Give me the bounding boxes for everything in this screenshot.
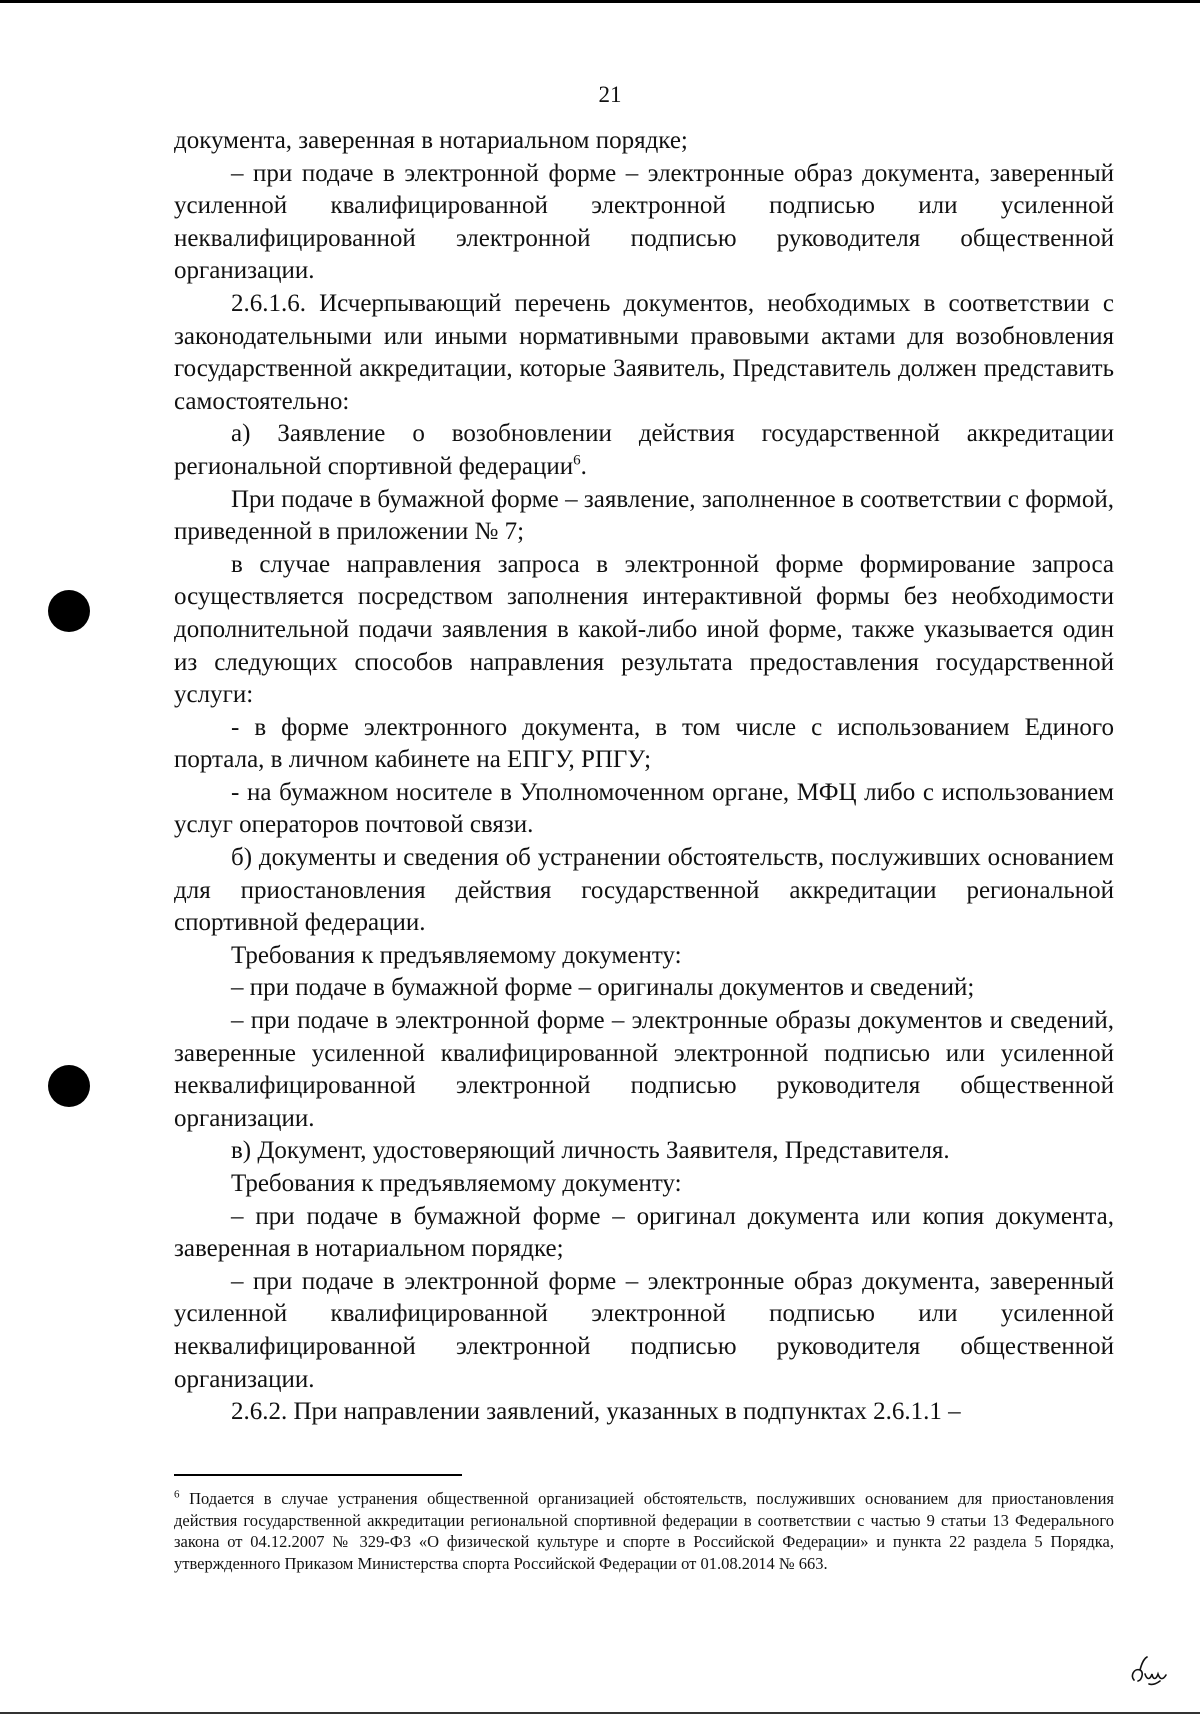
- paragraph-text: Требования к предъявляемому документу:: [231, 941, 682, 969]
- paragraph: [174, 484, 1114, 549]
- footnote-marker: 6: [174, 1488, 180, 1501]
- paragraph-text: При подаче в бумажной форме – заявление, заполненное в соответствии с формой, приведенной в приложении № 7;: [174, 485, 1114, 546]
- paragraph-text: Требования к предъявляемому документу:: [231, 1170, 682, 1197]
- page-number: 21: [598, 82, 622, 107]
- paragraph: [174, 288, 1114, 418]
- paragraph: [174, 972, 1114, 1005]
- paragraph: [174, 1396, 1114, 1429]
- footnote-separator: [174, 1474, 462, 1476]
- paragraph-text: в случае направления запроса в электронной форме формирование запроса осуществляется посредством заполнения интерактивной формы без необходимости дополнительной подачи заявления в какой-либо иной форме, также указывается один из следующих способов направления результата предоставления государственной услуги:: [174, 550, 1114, 709]
- paragraph-text: - на бумажном носителе в Уполномоченном органе, МФЦ либо с использованием услуг операторов почтовой связи.: [174, 778, 1114, 839]
- paragraph: [174, 1266, 1114, 1396]
- scan-top-edge: [0, 0, 1200, 3]
- paragraph-text: а) Заявление о возобновлении действия государственной аккредитации региональной спортивной федерации: [174, 420, 1114, 480]
- paragraph-text: б) документы и сведения об устранении обстоятельств, послуживших основанием для приостановления действия государственной аккредитации региональной спортивной федерации.: [174, 844, 1114, 937]
- paragraph-text: 2.6.2. При направлении заявлений, указанных в подпунктах 2.6.1.1 –: [231, 1398, 961, 1426]
- paragraph: [174, 1005, 1114, 1135]
- footnote-text: Подается в случае устранения общественной организацией обстоятельств, послуживших основанием для приостановления действия государственной аккредитации региональной спортивной федерации в соответствии с частью 9 статьи 13 Федерального закона от 04.12.2007 № 329-ФЗ «О физической культуре и спорте в Российской Федерации» и пункта 22 раздела 5 Порядка, утвержденного Приказом Министерства спорта Российской Федерации от 01.08.2014 № 663.: [174, 1489, 1114, 1573]
- paragraph-text: – при подаче в электронной форме – электронные образы документов и сведений, заверенные усиленной квалифицированной электронной подписью или усиленной неквалифицированной электронной подписью руководителя общественной организации.: [174, 1007, 1114, 1132]
- paragraph-tail: .: [580, 452, 587, 480]
- paragraph-text: – при подаче в бумажной форме – оригиналы документов и сведений;: [231, 974, 975, 1002]
- paragraph-text: – при подаче в бумажной форме – оригинал документа или копия документа, заверенная в нотариальном порядке;: [174, 1202, 1114, 1263]
- paragraph-text: документа, заверенная в нотариальном порядке;: [174, 127, 688, 154]
- paragraph: [174, 940, 1114, 973]
- paragraph: [174, 125, 1114, 158]
- paragraph-text: в) Документ, удостоверяющий личность Заявителя, Представителя.: [231, 1137, 950, 1165]
- footnote: [174, 1488, 1114, 1574]
- paragraph-text: - в форме электронного документа, в том числе с использованием Единого портала, в личном кабинете на ЕПГУ, РПГУ;: [174, 713, 1114, 774]
- body-text: [174, 125, 1114, 1429]
- paragraph: [174, 158, 1114, 288]
- footnote-reference: 6: [573, 452, 581, 469]
- paragraph-text: – при подаче в электронной форме – электронные образ документа, заверенный усиленной квалифицированной электронной подписью или усиленной неквалифицированной электронной подписью руководителя общественной организации.: [174, 1267, 1114, 1393]
- paragraph: [174, 549, 1114, 712]
- punch-hole-bottom: [48, 1065, 90, 1107]
- signature-mark: [1128, 1654, 1172, 1692]
- paragraph: [174, 1201, 1114, 1266]
- paragraph: [174, 842, 1114, 940]
- scan-bottom-edge: [0, 1712, 1200, 1714]
- paragraph: [174, 777, 1114, 842]
- paragraph: [174, 1135, 1114, 1168]
- paragraph-text: – при подаче в электронной форме – электронные образ документа, заверенный усиленной квалифицированной электронной подписью или усиленной неквалифицированной электронной подписью руководителя общественной организации.: [174, 159, 1114, 285]
- paragraph: [174, 418, 1114, 483]
- punch-hole-top: [48, 590, 90, 632]
- paragraph: [174, 712, 1114, 777]
- paragraph: [174, 1168, 1114, 1201]
- paragraph-text: 2.6.1.6. Исчерпывающий перечень документов, необходимых в соответствии с законодательными или иными нормативными правовыми актами для возобновления государственной аккредитации, которые Заявитель, Представитель должен представить самостоятельно:: [174, 289, 1114, 415]
